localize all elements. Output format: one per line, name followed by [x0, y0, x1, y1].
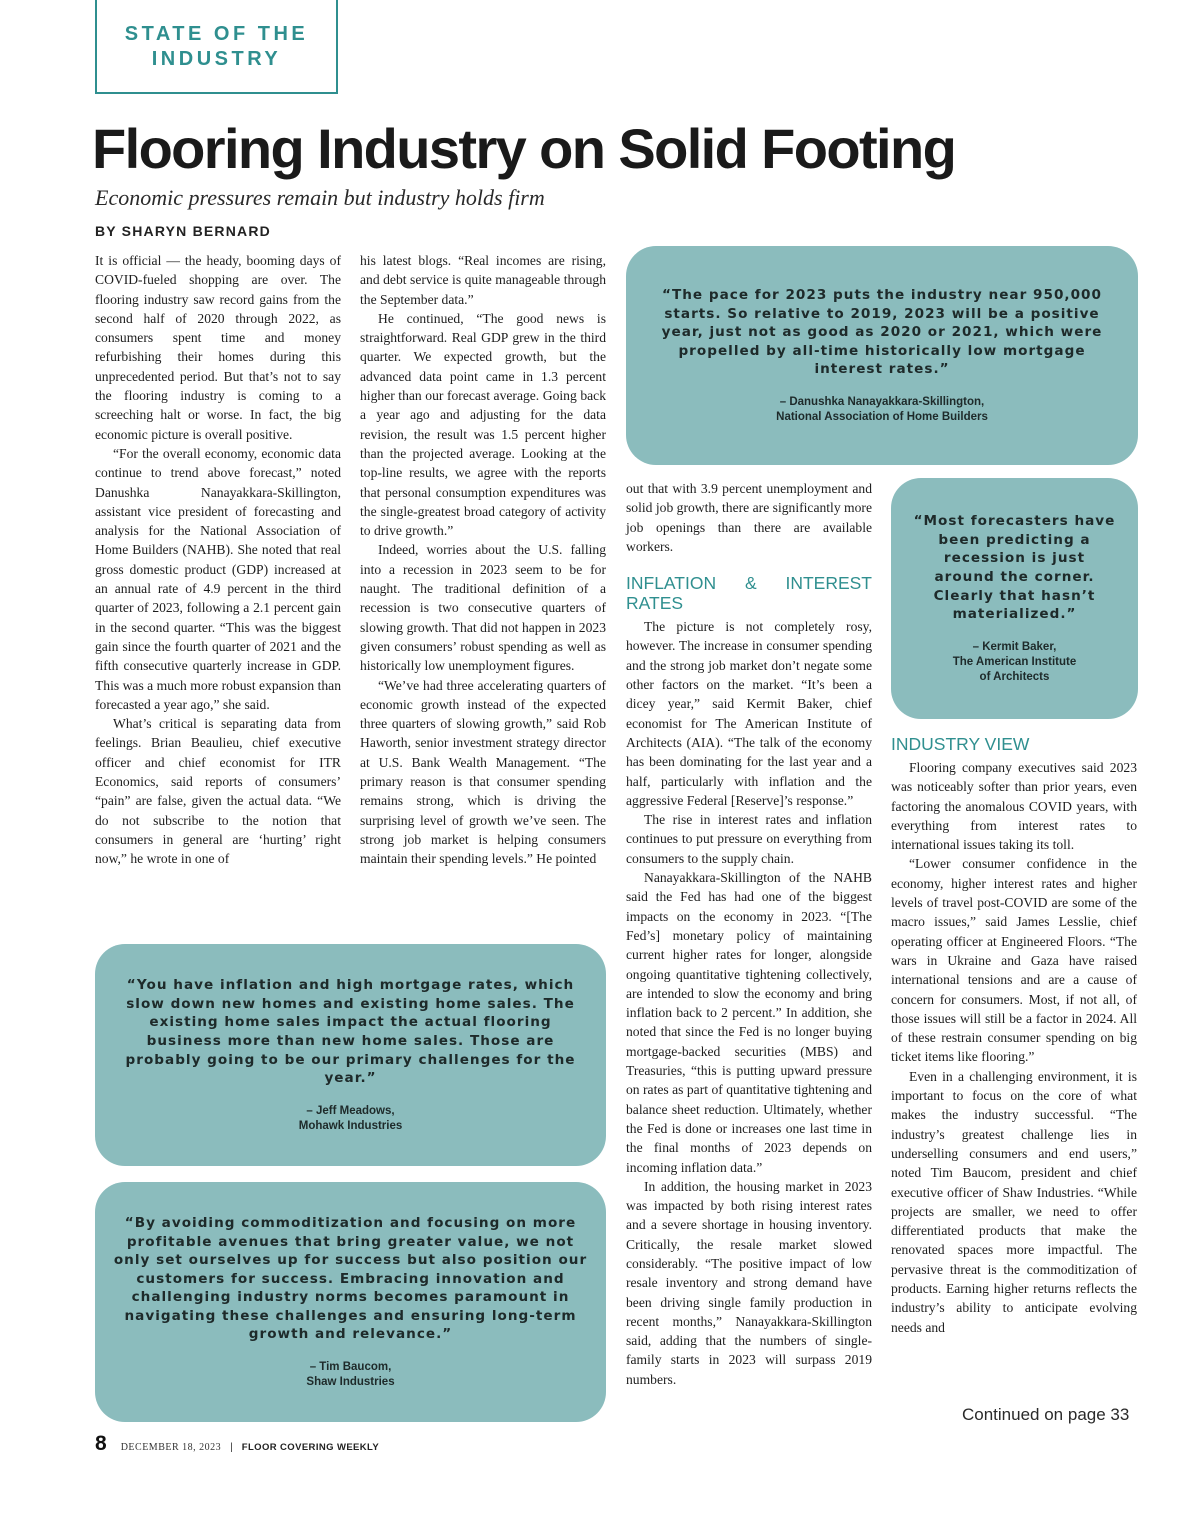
pull-quote-text: “By avoiding commoditization and focusing on more profitable avenues that bring greater value, we not only set ourselves up for success but also position our customers for success. Embracing innovation and challenging industry norms becomes paramount in navigating these challenges and ensuring long-term growth and relevance.”: [113, 1214, 588, 1343]
footer-separator: |: [230, 1442, 233, 1453]
page-number: 8: [95, 1432, 107, 1455]
body-paragraph: Indeed, worries about the U.S. falling into a recession in 2023 seem to be for naught. The traditional definition of a recession is two consecutive quarters of slowing growth. That did not happen in 2023 given consumers’ robust spending as well as historically low unemployment figures.: [360, 542, 606, 674]
article-column-1: [95, 251, 341, 869]
section-tag-line2: INDUSTRY: [151, 48, 282, 70]
body-paragraph: He continued, “The good news is straightforward. Real GDP grew in the third quarter. We expected growth, but the advanced data point came in 1.3 percent higher than our forecast average. Going back a year ago and adjusting for the data revision, the result was 1.5 percent higher than the projected average. Looking at the top-line results, we agree with the reports that personal consumption expenditures was the single-greatest broad category of activity to drive growth.”: [360, 310, 606, 539]
body-paragraph: The picture is not completely rosy, however. The increase in consumer spending and the strong job market don’t negate some other factors on the market. “It’s been a dicey year,” said Kermit Baker, chief economist for The American Institute of Architects (AIA). “The talk of the economy has been dominating for the last year and a half, particularly with inflation and the aggressive Federal [Reserve]’s response.”: [626, 619, 872, 808]
pull-quote-text: “The pace for 2023 puts the industry near 950,000 starts. So relative to 2019, 2023 will be a positive year, just not as good as 2020 or 2021, which were propelled by all-time historically low mortgage interest rates.”: [661, 287, 1103, 378]
pull-quote-mohawk: [95, 944, 606, 1166]
section-tag-line1: STATE OF THE: [124, 23, 309, 45]
body-paragraph: Flooring company executives said 2023 was noticeably softer than prior years, even factoring the anomalous COVID years, with everything from interest rates to international issues taking its toll.: [891, 760, 1137, 853]
article-column-2: [360, 251, 606, 869]
body-paragraph: The rise in interest rates and inflation continues to put pressure on everything from consumers to the supply chain.: [626, 812, 872, 866]
issue-date: DECEMBER 18, 2023: [120, 1442, 222, 1453]
headline: Flooring Industry on Solid Footing: [92, 117, 956, 180]
article-column-4: [891, 734, 1137, 1337]
pull-quote-text: “You have inflation and high mortgage rates, which slow down new homes and existing home sales. The existing home sales impact the actual flooring business more than new home sales. Those are probably going to be our primary challenges for the year.”: [125, 977, 576, 1087]
pull-quote-attribution: – Tim Baucom, Shaw Industries: [306, 1361, 395, 1389]
subhead-industry-view: INDUSTRY VIEW: [891, 734, 1030, 754]
pull-quote-attribution: – Jeff Meadows, Mohawk Industries: [298, 1104, 403, 1132]
pull-quote-text: “Most forecasters have been predicting a recession is just around the corner. Clearly that hasn’t materialized.”: [913, 513, 1116, 623]
article-column-3: [626, 479, 872, 1389]
body-paragraph: It is official — the heady, booming days of COVID-fueled shopping are over. The flooring industry saw record gains from the second half of 2020 through 2022, as consumers spent time and money refurbishing their homes during this unprecedented period. But that’s not to say the flooring industry is coming to a screeching halt or worse. In fact, the big economic picture is overall positive.: [95, 253, 341, 442]
body-paragraph: What’s critical is separating data from feelings. Brian Beaulieu, chief executive officer and chief economist for ITR Economics, said reports of consumers’ “pain” are false, given the actual data. “We do not subscribe to the notion that consumers in general are ‘hurting’ right now,” he wrote in one of: [95, 716, 341, 867]
body-paragraph: “We’ve had three accelerating quarters of economic growth instead of the expected three quarters of slowing growth,” said Rob Haworth, senior investment strategy director at U.S. Bank Wealth Management. “The primary reason is that consumer spending remains strong, which is driving the surprising level of growth we’ve seen. The strong job market is helping consumers maintain their spending levels.” He pointed: [360, 677, 606, 867]
pull-quote-attribution: – Kermit Baker, The American Institute of Architects: [952, 640, 1077, 683]
body-paragraph: out that with 3.9 percent unemployment and solid job growth, there are significantly more job openings than there are available workers.: [626, 481, 872, 554]
pull-quote-shaw: [95, 1182, 606, 1422]
continued-link: Continued on page 33: [962, 1405, 1130, 1424]
body-paragraph: “For the overall economy, economic data continue to trend above forecast,” noted Danushka Nanayakkara-Skillington, assistant vice president of forecasting and analysis for the National Association of Home Builders (NAHB). She noted that real gross domestic product (GDP) increased at an annual rate of 4.9 percent in the third quarter of 2023, following a 2.1 percent gain in the second quarter. “This was the biggest gain since the fourth quarter of 2021 and the fifth consecutive quarterly increase in GDP. This was a much more robust expansion than forecasted a year ago,” she said.: [95, 445, 341, 712]
pull-quote-nahb: [626, 246, 1138, 465]
body-paragraph: his latest blogs. “Real incomes are rising, and debt service is quite manageable through the September data.”: [360, 253, 606, 307]
publication-name: FLOOR COVERING WEEKLY: [241, 1442, 380, 1453]
pull-quote-aia: [891, 478, 1138, 719]
section-tag: [95, 0, 338, 94]
pull-quote-attribution: – Danushka Nanayakkara-Skillington, National Association of Home Builders: [776, 395, 988, 423]
page-footer: [95, 1432, 379, 1456]
body-paragraph: In addition, the housing market in 2023 was impacted by both rising interest rates and a severe shortage in housing inventory. Critically, the resale market slowed considerably. “The positive impact of low resale inventory and strong demand have been driving single family production in recent months,” Nanayakkara-Skillington said, adding that the numbers of single-family starts in 2023 will surpass 2019 numbers.: [626, 1178, 872, 1387]
subhead-inflation: INFLATION & INTEREST RATES: [626, 573, 872, 614]
body-paragraph: Even in a challenging environment, it is important to focus on the core of what makes the industry successful. “The industry’s greatest challenge lies in underselling consumers and end users,” noted Tim Baucom, president and chief executive officer of Shaw Industries. “While projects are smaller, we need to offer differentiated products that make the renovated spaces more impactful. The pervasive threat is the commoditization of products. Earning higher returns reflects the industry’s ability to anticipate evolving needs and: [891, 1068, 1137, 1335]
deck: Economic pressures remain but industry holds firm: [95, 185, 545, 210]
byline: BY SHARYN BERNARD: [95, 223, 271, 239]
body-paragraph: “Lower consumer confidence in the economy, higher interest rates and higher levels of travel post-COVID are some of the macro issues,” said James Lesslie, chief operating officer at Engineered Floors. “The wars in Ukraine and Gaza have raised international tensions and are a cause of concern for consumers. Most, if not all, of those issues will still be a factor in 2024. All of these restrain consumer spending on big ticket items like flooring.”: [891, 856, 1137, 1065]
body-paragraph: Nanayakkara-Skillington of the NAHB said the Fed has had one of the biggest impacts on the economy in 2023. “[The Fed’s] monetary policy of maintaining current higher rates for longer, alongside ongoing quantitative tightening collectively, are intended to slow the economy and bring inflation back to 2 percent.” In addition, she noted that since the Fed is no longer buying mortgage-backed securities (MBS) and Treasuries, “this is putting upward pressure on rates as part of quantitative tightening and balance sheet reduction. Ultimately, whether the Fed is done or increases one last time in the final months of 2023 depends on incoming inflation data.”: [626, 870, 872, 1175]
